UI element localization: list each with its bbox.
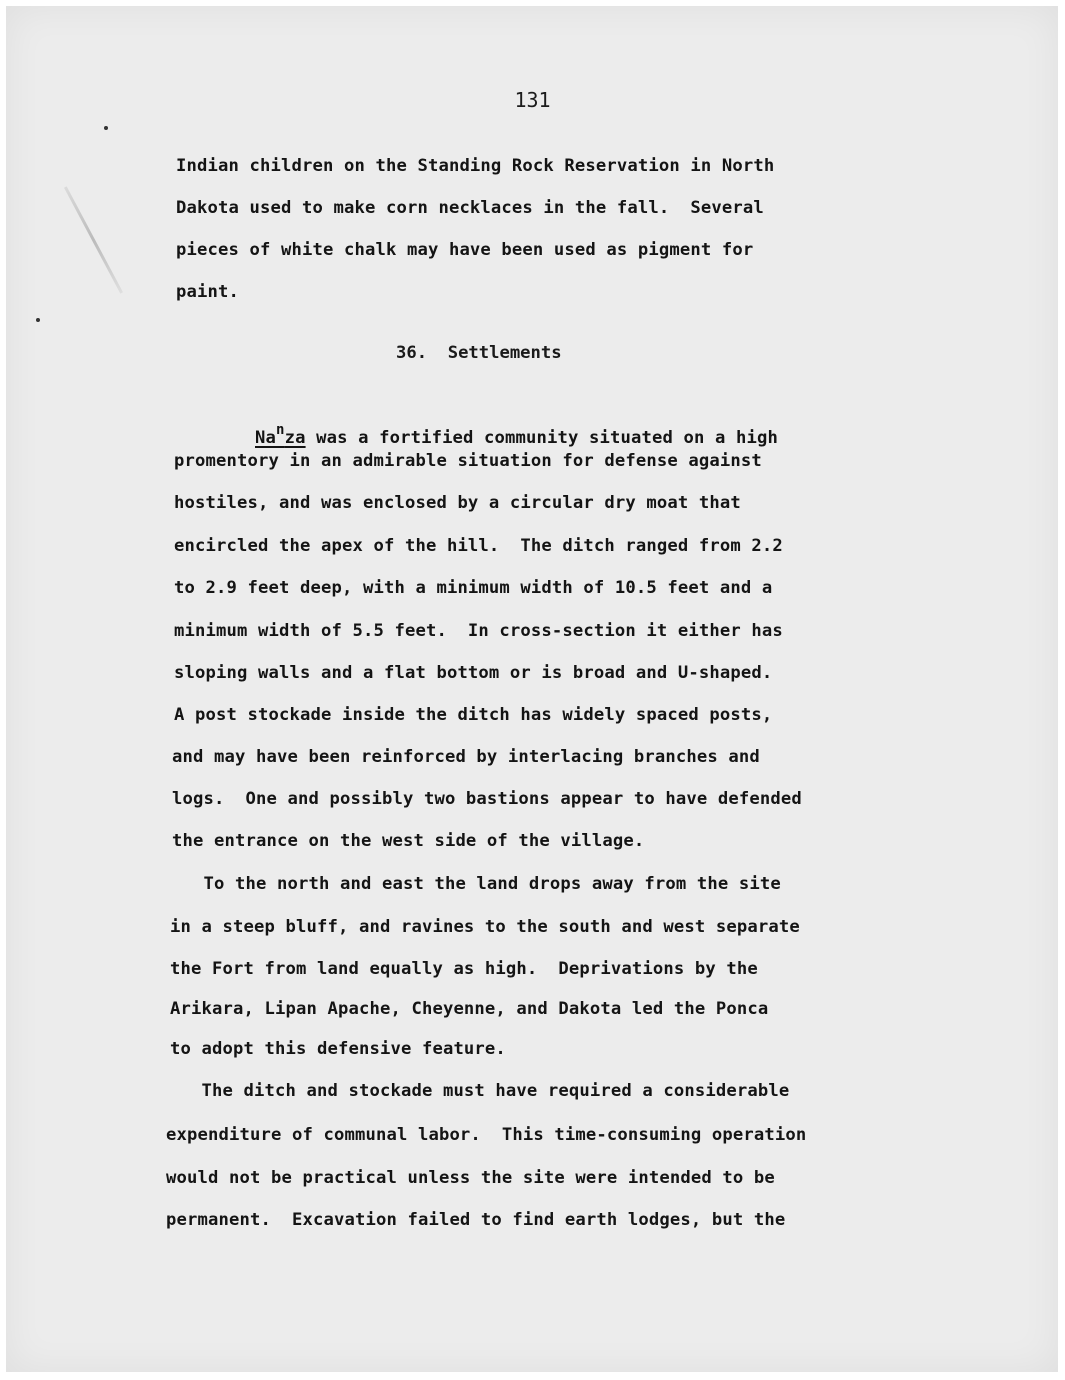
text-line: The ditch and stockade must have required a considerable xyxy=(170,1081,790,1101)
section-heading: 36. Settlements xyxy=(396,343,562,363)
text-line: logs. One and possibly two bastions appear to have defended xyxy=(172,789,802,809)
text-line: A post stockade inside the ditch has widely spaced posts, xyxy=(174,705,773,725)
text-line: paint. xyxy=(176,282,239,302)
text-line: hostiles, and was enclosed by a circular dry moat that xyxy=(174,493,741,513)
text-line: encircled the apex of the hill. The ditch ranged from 2.2 xyxy=(174,536,783,556)
text-line: expenditure of communal labor. This time-consuming operation xyxy=(166,1125,807,1145)
text-line: To the north and east the land drops away from the site xyxy=(172,874,781,894)
text-line: Dakota used to make corn necklaces in the fall. Several xyxy=(176,198,764,218)
text-line: and may have been reinforced by interlacing branches and xyxy=(172,747,760,767)
text-line: Arikara, Lipan Apache, Cheyenne, and Dakota led the Ponca xyxy=(170,999,769,1019)
text-line: to 2.9 feet deep, with a minimum width of 10.5 feet and a xyxy=(174,578,773,598)
ink-speck xyxy=(104,126,108,130)
text-line: sloping walls and a flat bottom or is broad and U-shaped. xyxy=(174,663,773,683)
page-number: 131 xyxy=(514,88,551,112)
text-line: to adopt this defensive feature. xyxy=(170,1039,506,1059)
text-line: Indian children on the Standing Rock Reservation in North xyxy=(176,156,775,176)
text-line: pieces of white chalk may have been used as pigment for xyxy=(176,240,754,260)
place-name-nanza: Na$^n$za xyxy=(255,422,306,448)
paragraph-first-line: Na$^n$za was a fortified community situated on a high xyxy=(255,422,778,448)
text-line: the entrance on the west side of the village. xyxy=(172,831,645,851)
text-line: permanent. Excavation failed to find earth lodges, but the xyxy=(166,1210,786,1230)
ink-speck xyxy=(36,318,40,322)
text-line: minimum width of 5.5 feet. In cross-section it either has xyxy=(174,621,783,641)
text-line: would not be practical unless the site were intended to be xyxy=(166,1168,775,1188)
text-line: promentory in an admirable situation for defense against xyxy=(174,451,762,471)
text-line: in a steep bluff, and ravines to the south and west separate xyxy=(170,917,800,937)
text-line: the Fort from land equally as high. Deprivations by the xyxy=(170,959,758,979)
